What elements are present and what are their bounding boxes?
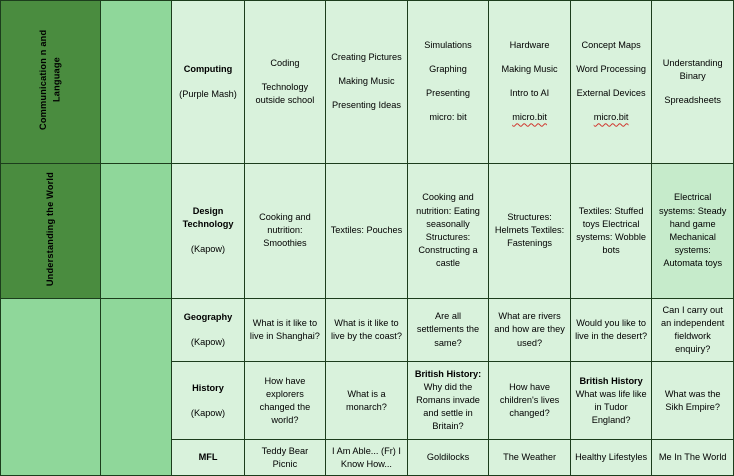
spacer bbox=[412, 52, 485, 63]
content-cell bbox=[244, 1, 326, 164]
content-cell: I Am Able... (Fr) I Know How... bbox=[326, 440, 408, 476]
spacer bbox=[249, 70, 322, 81]
spacer bbox=[412, 76, 485, 87]
content-line: What was life like in Tudor England? bbox=[575, 388, 647, 425]
subject-scheme: (Kapow) bbox=[190, 337, 226, 347]
content-cell: What is a monarch? bbox=[326, 362, 408, 440]
table-row bbox=[1, 1, 734, 164]
content-line: Creating Pictures bbox=[331, 52, 402, 63]
content-line-misspelled: micro.bit bbox=[593, 112, 629, 123]
subject-scheme: (Purple Mash) bbox=[179, 88, 237, 99]
content-line: Presenting Ideas bbox=[331, 100, 401, 111]
spine-label-text: Communication n and Language bbox=[38, 29, 62, 130]
content-line: Technology outside school bbox=[255, 81, 315, 105]
content-cell-british-history bbox=[407, 362, 489, 440]
spacer bbox=[493, 100, 566, 111]
subject-name: Design Technology bbox=[182, 206, 234, 230]
content-cell: Teddy Bear Picnic bbox=[244, 440, 326, 476]
content-line: Concept Maps bbox=[581, 40, 641, 51]
subject-name: History bbox=[192, 382, 224, 393]
spacer bbox=[330, 64, 403, 75]
content-cell: Cooking and nutrition: Smoothies bbox=[244, 163, 326, 298]
spacer bbox=[330, 88, 403, 99]
subject-scheme: (Kapow) bbox=[190, 244, 226, 255]
blank-cell bbox=[101, 1, 172, 164]
subject-name: MFL bbox=[198, 452, 218, 463]
content-cell: Would you like to live in the desert? bbox=[570, 298, 652, 362]
content-line: Coding bbox=[270, 57, 300, 68]
content-cell: Cooking and nutrition: Eating seasonally Structures: Constructing a castle bbox=[407, 163, 489, 298]
content-line: Simulations bbox=[424, 40, 472, 51]
subject-name: Geography bbox=[183, 311, 233, 322]
content-cell: Textiles: Pouches bbox=[326, 163, 408, 298]
subject-cell-design-technology bbox=[172, 163, 244, 298]
content-cell bbox=[489, 1, 571, 164]
spine-label-text: Understanding the World bbox=[44, 171, 55, 286]
content-cell: Structures: Helmets Textiles: Fastenings bbox=[489, 163, 571, 298]
content-line: Graphing bbox=[429, 64, 467, 75]
subject-cell-computing bbox=[172, 1, 244, 164]
blank-cell bbox=[101, 298, 172, 475]
blank-cell bbox=[1, 298, 101, 475]
content-line-misspelled: micro.bit bbox=[512, 112, 547, 123]
table-row bbox=[1, 163, 734, 298]
spacer bbox=[656, 83, 729, 94]
content-cell-british-history bbox=[570, 362, 652, 440]
content-line: Intro to AI bbox=[509, 88, 550, 99]
content-cell: Electrical systems: Steady hand game Mechanical systems: Automata toys bbox=[652, 163, 734, 298]
table-row bbox=[1, 298, 734, 362]
content-cell: Are all settlements the same? bbox=[407, 298, 489, 362]
content-cell bbox=[407, 1, 489, 164]
content-cell: Can I carry out an independent fieldwork enquiry? bbox=[652, 298, 734, 362]
content-cell: Textiles: Stuffed toys Electrical systems: Wobble bots bbox=[570, 163, 652, 298]
content-line: Spreadsheets bbox=[664, 94, 722, 105]
content-emphasis: British History bbox=[579, 375, 643, 386]
content-cell: How have explorers changed the world? bbox=[244, 362, 326, 440]
content-cell bbox=[326, 1, 408, 164]
spacer bbox=[412, 100, 485, 111]
subject-scheme: (Kapow) bbox=[190, 407, 226, 418]
spacer bbox=[493, 52, 566, 63]
content-cell: Me In The World bbox=[652, 440, 734, 476]
spacer bbox=[575, 76, 648, 87]
content-emphasis: British History: bbox=[414, 369, 482, 380]
content-cell: How have children's lives changed? bbox=[489, 362, 571, 440]
content-line: micro: bit bbox=[429, 112, 467, 123]
content-line: Making Music bbox=[501, 64, 558, 75]
spacer bbox=[575, 52, 648, 63]
spacer bbox=[575, 100, 648, 111]
content-cell: The Weather bbox=[489, 440, 571, 476]
content-cell: What is it like to live in Shanghai? bbox=[244, 298, 326, 362]
content-cell: What is it like to live by the coast? bbox=[326, 298, 408, 362]
content-cell: What was the Sikh Empire? bbox=[652, 362, 734, 440]
content-cell bbox=[652, 1, 734, 164]
content-cell: Goldilocks bbox=[407, 440, 489, 476]
spacer bbox=[493, 76, 566, 87]
content-cell bbox=[570, 1, 652, 164]
content-line-rest: Why did the Romans invade and settle in Britain? bbox=[416, 382, 480, 432]
subject-cell-geography bbox=[172, 298, 244, 362]
content-cell: Healthy Lifestyles bbox=[570, 440, 652, 476]
spine-label-understanding-world bbox=[1, 163, 101, 298]
subject-cell-history bbox=[172, 362, 244, 440]
subject-cell-mfl bbox=[172, 440, 244, 476]
subject-name: Computing bbox=[183, 63, 233, 74]
content-line: Presenting bbox=[426, 88, 470, 99]
spine-label-communication-language bbox=[1, 1, 101, 164]
content-line: Word Processing bbox=[576, 64, 646, 75]
content-line: External Devices bbox=[576, 88, 646, 99]
blank-cell bbox=[101, 163, 172, 298]
content-line: Understanding Binary bbox=[662, 57, 723, 81]
content-line: Making Music bbox=[338, 76, 395, 87]
content-cell: What are rivers and how are they used? bbox=[489, 298, 571, 362]
content-line: Hardware bbox=[509, 40, 550, 51]
